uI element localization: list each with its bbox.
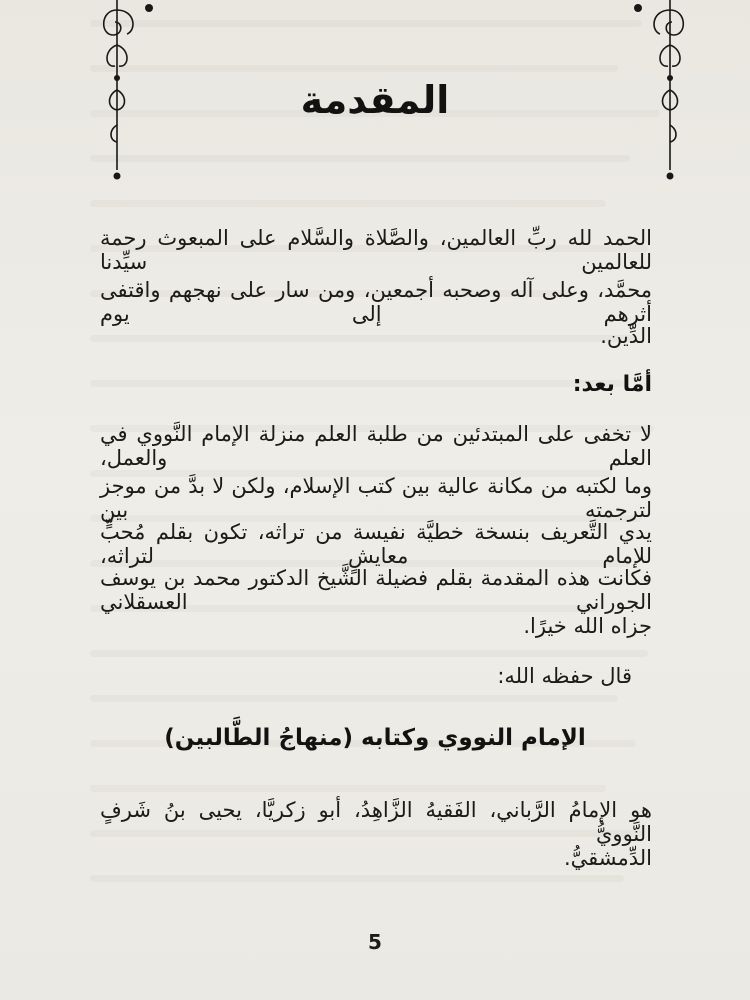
para-line-4: فكانت هذه المقدمة بقلم فضيلة الشَّيخ الدكتور محمد بن يوسف الجوراني العسقلاني <box>100 566 652 614</box>
section-heading: الإمام النووي وكتابه (منهاجُ الطَّالبين) <box>164 725 586 751</box>
para-line-2: وما لكتبه من مكانة عالية بين كتب الإسلام، ولكن لا بدَّ من موجز لترجمته بين <box>100 474 652 522</box>
para-line-5: جزاه الله خيرًا. <box>523 614 652 638</box>
page-number: 5 <box>368 930 382 954</box>
qala-line: قال حفظه الله: <box>497 664 632 688</box>
page-title: المقدمة <box>300 78 450 122</box>
show-through-texture <box>90 20 690 920</box>
amma-baad-heading: أمَّا بعد: <box>572 372 652 397</box>
bio-line-2: الدِّمشقيُّ. <box>563 846 652 870</box>
para-line-1: لا تخفى على المبتدئين من طلبة العلم منزلة الإمام النَّووي في العلم والعمل، <box>100 422 652 470</box>
intro-line-2: محمَّد، وعلى آله وصحبه أجمعين، ومن سار على نهجهم واقتفى أثرهم إلى يوم <box>100 278 652 326</box>
intro-line-1: الحمد لله ربِّ العالمين، والصَّلاة والسَّلام على المبعوث رحمة للعالمين سيِّدنا <box>100 226 652 274</box>
intro-line-3: الدِّين. <box>600 324 652 348</box>
bio-line-1: هو الإمامُ الرَّباني، الفَقيهُ الزَّاهِدُ، أبو زكريَّا، يحيى بنُ شَرفٍ النَّوويُّ <box>100 798 652 846</box>
para-line-3: يدي التَّعريف بنسخة خطيَّة نفيسة من تراثه، تكون بقلم مُحبٍّ للإمام معايشٍ لتراثه، <box>100 520 652 568</box>
